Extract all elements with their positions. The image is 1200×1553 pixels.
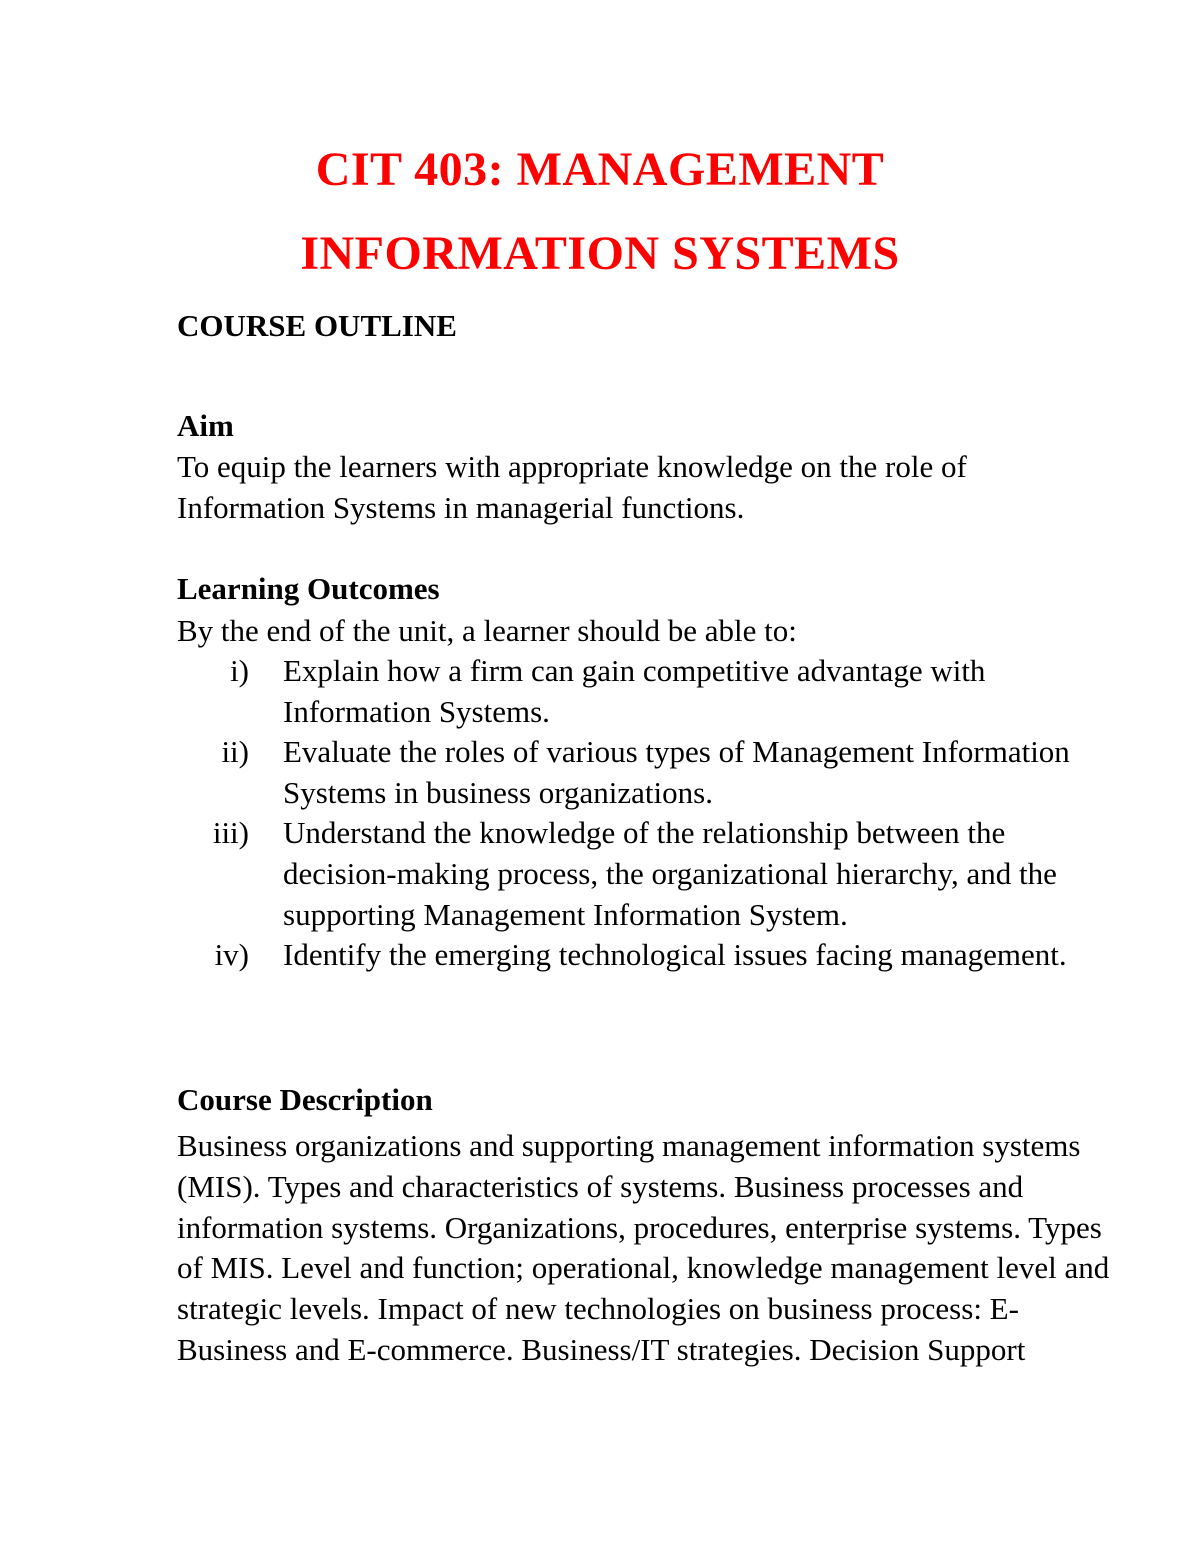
outcome-text: Explain how a firm can gain competitive advantage with Information Systems.: [283, 653, 986, 729]
course-description-heading: Course Description: [177, 1082, 433, 1117]
outcome-numeral: i): [230, 653, 249, 688]
outcome-text: Understand the knowledge of the relationship between the decision-making process, the organizational hierarchy, and the supporting Management Information System.: [283, 815, 1057, 932]
learning-outcomes-intro: By the end of the unit, a learner should be able to:: [177, 613, 797, 648]
aim-text: To equip the learners with appropriate knowledge on the role of Information Systems in managerial functions.: [177, 449, 967, 525]
learning-outcome-item: [177, 813, 1117, 935]
outcome-text: Identify the emerging technological issues facing management.: [283, 937, 1067, 973]
outcome-numeral: iii): [212, 815, 249, 851]
outcome-numeral: iv): [214, 937, 249, 973]
learning-outcomes-list: [177, 651, 1117, 976]
course-title-line-1: CIT 403: MANAGEMENT: [315, 143, 885, 196]
learning-outcome-item: [177, 935, 1117, 976]
aim-heading: Aim: [177, 408, 234, 443]
course-description-text: Business organizations and supporting management information systems (MIS). Types and characteristics of systems. Business processes and information systems. Organizations, procedures, enterprise systems. Types of MIS. Level and function; operational, knowledge management level and strategic levels. Impact of new technologies on business process: E-Business and E-commerce. Business/IT strategies. Decision Support: [177, 1128, 1110, 1367]
learning-outcome-item: [177, 651, 1117, 732]
outcome-numeral: ii): [221, 734, 249, 770]
learning-outcomes-heading: Learning Outcomes: [177, 571, 440, 606]
learning-outcome-item: [177, 732, 1117, 813]
course-title-line-2: INFORMATION SYSTEMS: [300, 227, 900, 280]
course-outline-heading: COURSE OUTLINE: [177, 308, 457, 343]
outcome-text: Evaluate the roles of various types of Management Information Systems in business organizations.: [283, 734, 1070, 810]
